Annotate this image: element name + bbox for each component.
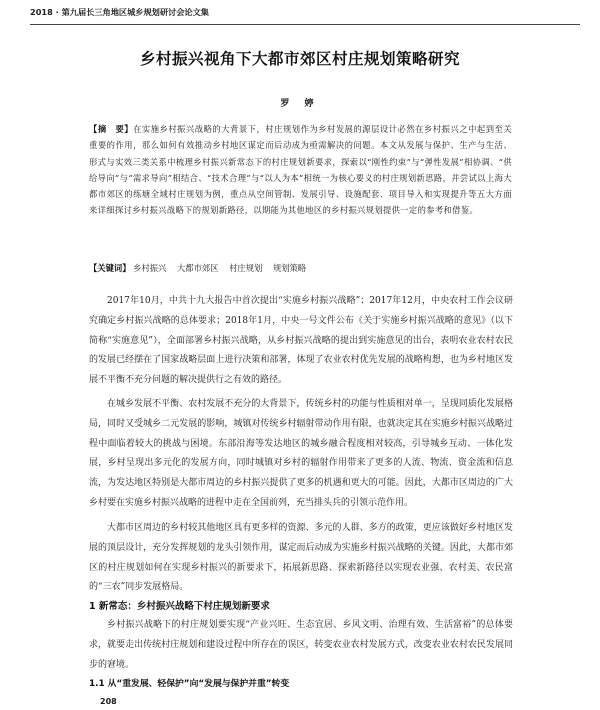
subsection-heading-1-1: 1.1 从“重发展、轻保护”向“发展与保护并重”转变	[89, 679, 290, 689]
body-paragraph-2	[89, 395, 513, 514]
abstract-label: 【摘 要】	[89, 124, 134, 134]
author-name: 罗 婷	[280, 99, 320, 109]
paper-title: 乡村振兴视角下大都市郊区村庄规划策略研究	[139, 50, 460, 68]
keyword: 规划策略	[272, 263, 307, 273]
paragraph-text: 大都市区周边的乡村较其他地区具有更多样的资源、多元的人群、多方的政策，更应该做好乡村地区发展的顶层设计，充分发挥规划的龙头引领作用，谋定而后动成为实施乡村振兴战略的关键。因此，大都市郊区的村庄规划如何在实现乡村振兴的新要求下，拓展新思路、探索新路径以实现农业强、农村美、农民富的“三农”同步发展格局。	[89, 523, 513, 593]
body-paragraph-1	[89, 292, 513, 391]
keywords-label: 【关键词】	[89, 263, 131, 273]
body-paragraph-3	[89, 519, 513, 598]
keyword: 大都市郊区	[176, 263, 219, 273]
paragraph-text: 2017年10月，中共十九大报告中首次提出“实施乡村振兴战略”；2017年12月，中央农村工作会议研究确定乡村振兴战略的总体要求；2018年1月，中央一号文件公布《关于实施乡村振兴战略的意见》（以下简称“实施意见”），全面部署乡村振兴战略，从乡村振兴战略的提出到实施意见的出台，表明农业农村农民的发展已经摆在了国家战略层面上进行决策和部署，体现了农业农村优先发展的战略构想，也为乡村地区发展不平衡不充分问题的解决提供行之有效的路径。	[89, 296, 513, 386]
abstract-text: 在实施乡村振兴战略的大背景下，村庄规划作为乡村发展的源层设计必然在乡村振兴之中起到至关重要的作用，那么如何有效推动乡村地区谋定而后动成为亟需解决的问题。本文从发展与保护、生产与生活、形式与实效三类关系中梳理乡村振兴新常态下的村庄规划新要求，探索以“刚性约束”与“弹性发展”相协调、“供给导向”与“需求导向”相结合、“技术合理”与“以人为本”相统一为核心要义的村庄规划新思路，并尝试以上海大都市郊区的练塘全域村庄规划为例，重点从空间管制、发展引导、设施配套、项目导入和实现提升等五大方面来详细探讨乡村振兴战略下的规划新路径，以期能为其他地区的乡村振兴规划提供一定的参考和借鉴。	[89, 124, 512, 216]
keywords	[89, 261, 512, 275]
section-heading-1: 1 新常态：乡村振兴战略下村庄规划新要求	[89, 601, 270, 612]
keyword: 村庄规划	[229, 263, 263, 273]
keyword: 乡村振兴	[133, 263, 167, 273]
abstract	[89, 121, 512, 219]
header-rule	[30, 24, 580, 25]
paragraph-text: 乡村振兴战略下的村庄规划要实现“产业兴旺、生态宜居、乡风文明、治理有效、生活富裕”的总体要求，就要走出传统村庄规划和建设过程中所存在的误区，转变农业农村发展方式，改变农业农村农民发展同步的窘境。	[89, 620, 513, 670]
paragraph-text: 在城乡发展不平衡、农村发展不充分的大背景下，传统乡村的功能与性质相对单一，呈现同质化发展格局，同时又受城乡二元发展的影响，城镇对传统乡村辐射带动作用有限，也就决定其在实施乡村振兴战略过程中面临着较大的挑战与困境。东部沿海等发达地区的城乡融合程度相对较高，引导城乡互动、一体化发展，乡村呈现出多元化的发展方向，同时城镇对乡村的辐射作用带来了更多的人流、物流、资金流和信息流，为发达地区特别是大都市周边的乡村振兴提供了更多的机遇和更大的可能。因此，大都市区周边的广大乡村要在实施乡村振兴战略的进程中走在全国前列，充当排头兵的引领示范作用。	[89, 399, 513, 508]
page-number: 208	[100, 697, 117, 706]
running-head: 2018 · 第九届长三角地区城乡规划研讨会论文集	[30, 7, 209, 17]
body-paragraph-4	[89, 616, 513, 675]
